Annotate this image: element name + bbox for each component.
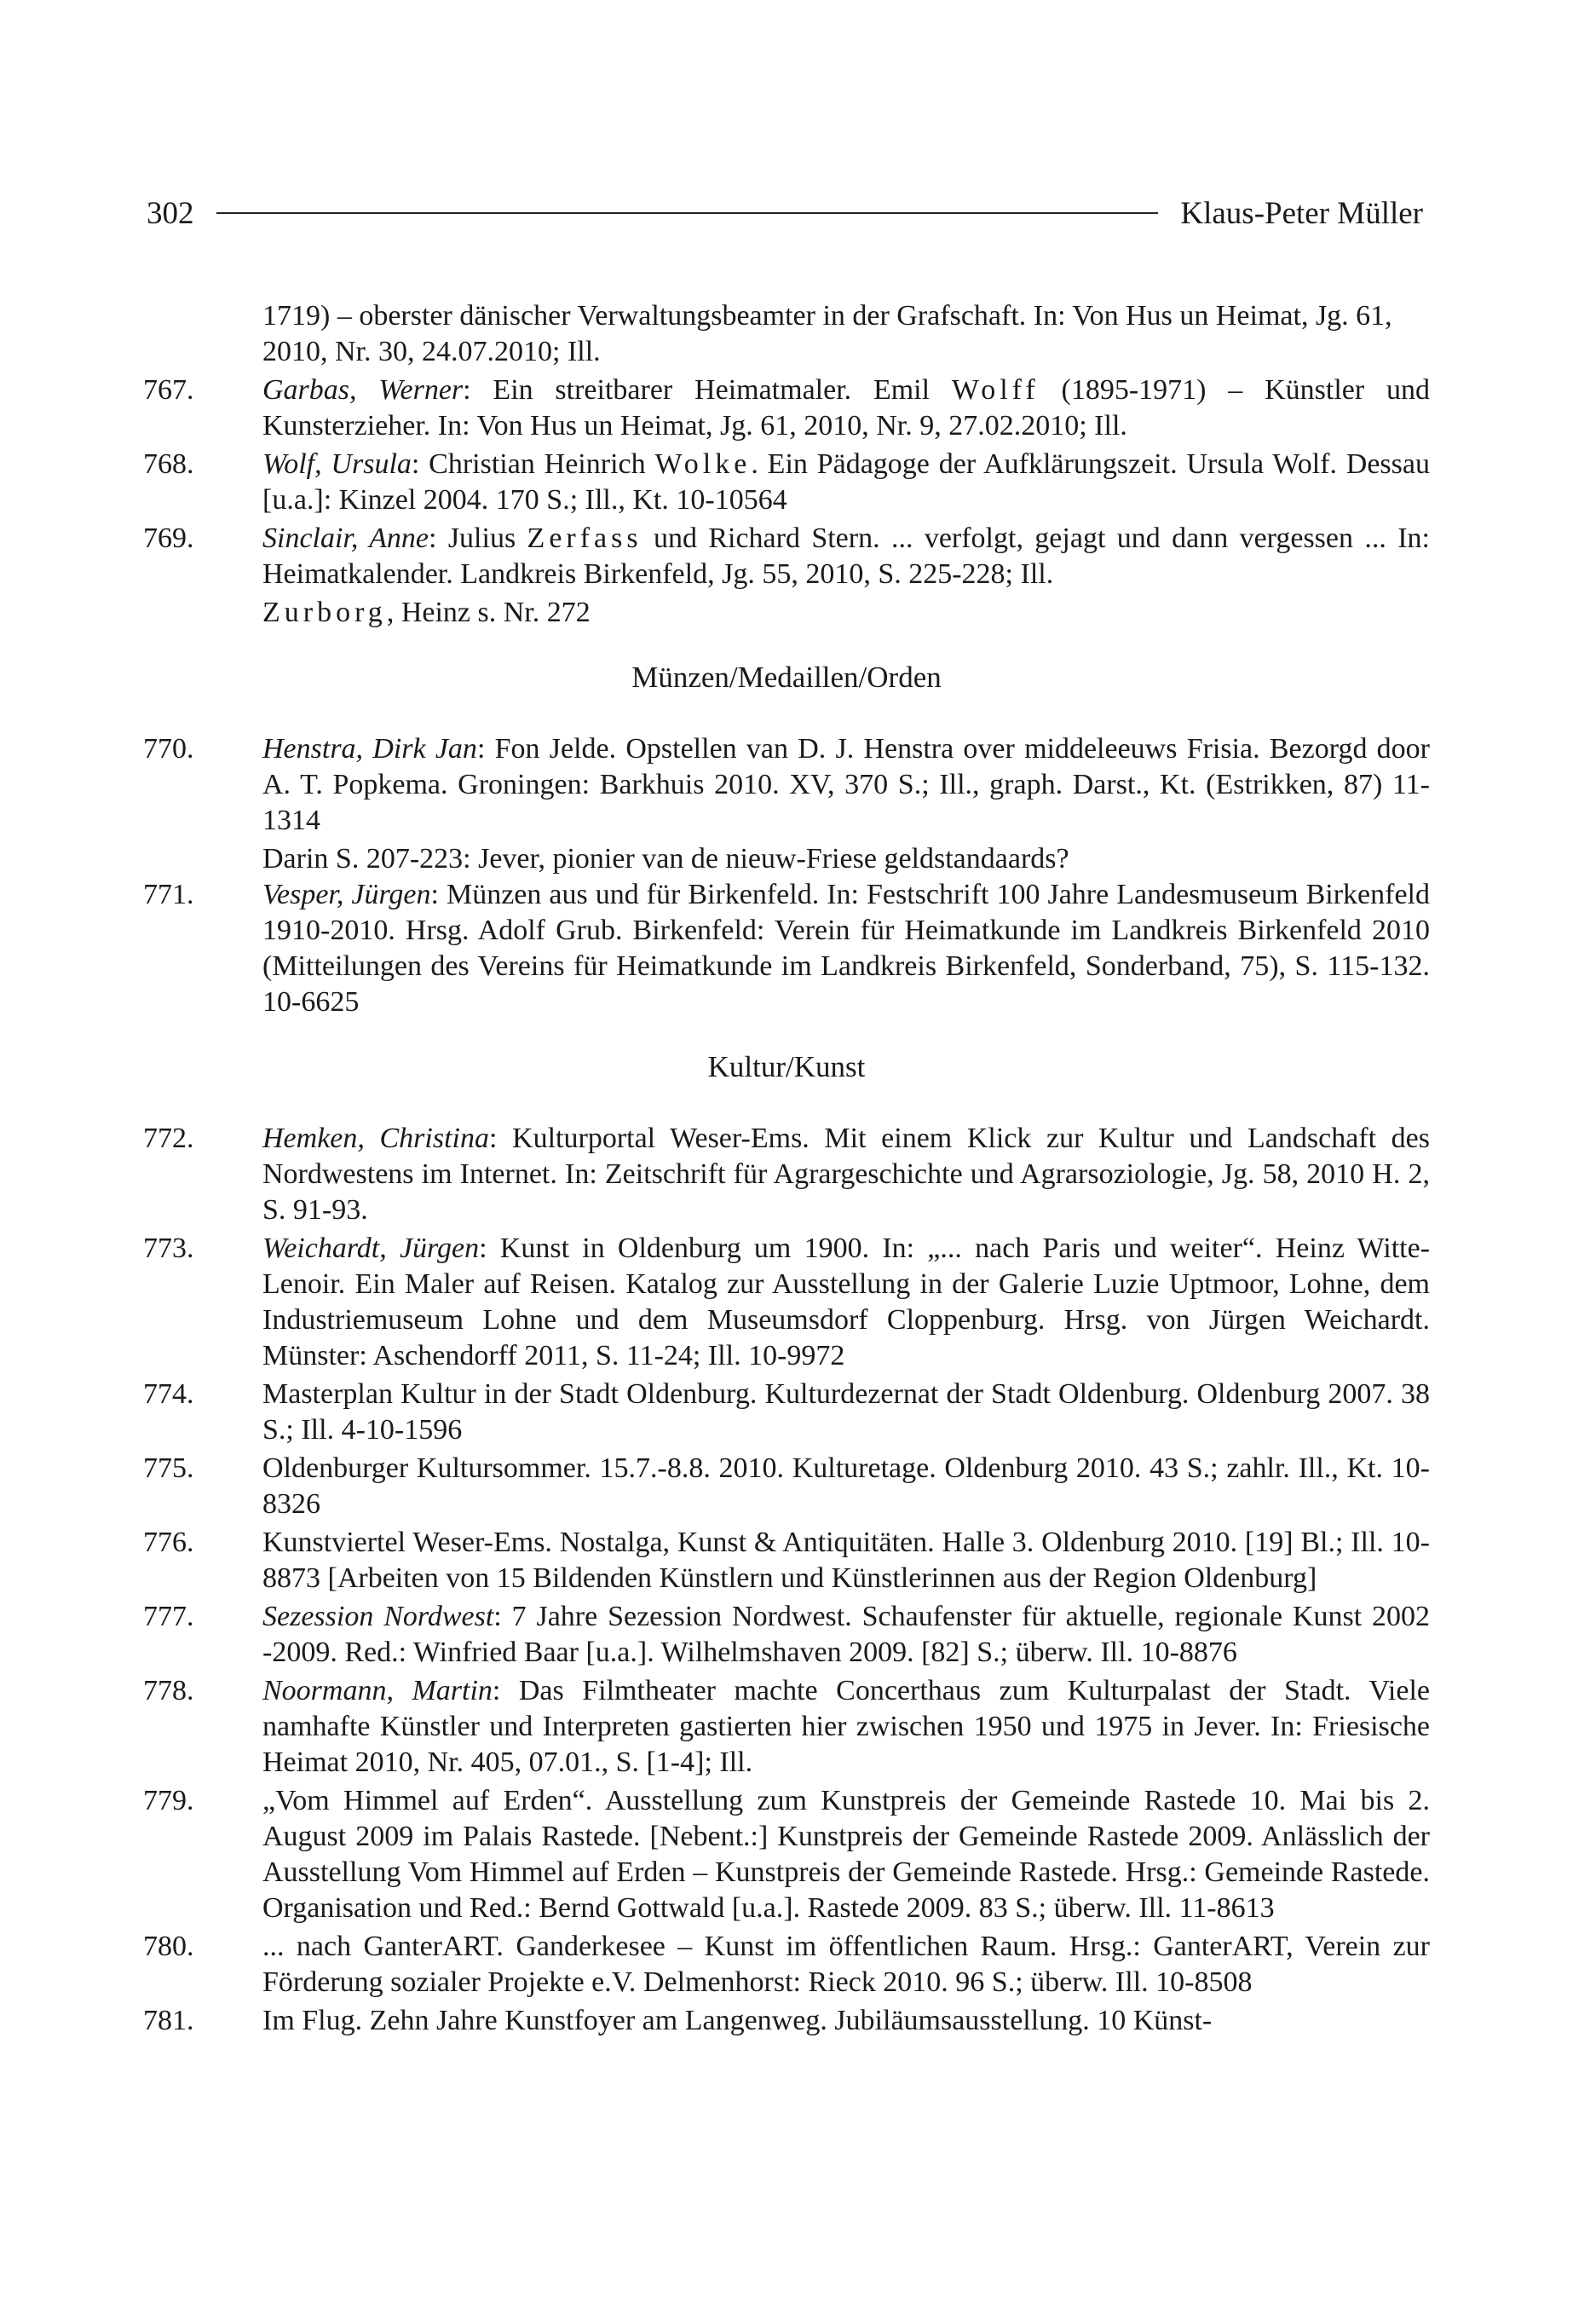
entry-text: Vesper, Jürgen: Münzen aus und für Birkenfeld. In: Festschrift 100 Jahre Landesmuseum Birkenfeld 1910-2010. Hrsg. Adolf Grub. Birkenfeld: Verein für Heimatkunde im Landkreis Birkenfeld 2010 (Mitteilungen des Vereins für Heimatkunde im Landkreis Birkenfeld, Sonderband, 75), S. 115-132. 10-6625 [262,879,1431,1018]
entry-number: 768. [143,448,194,480]
entry-author: Sinclair, Anne [262,523,429,554]
entry-author: Vesper, Jürgen [262,879,431,910]
bib-entry-781 [143,2003,1430,2039]
entry-note: Darin S. 207-223: Jever, pionier van de nieuw-Friese geldstandaards? [262,843,1069,875]
bib-entry-772 [143,1121,1430,1228]
bib-entry-773 [143,1231,1430,1374]
bib-entry-776 [143,1525,1430,1596]
entry-number: 767. [143,374,194,406]
entry-text: Wolf, Ursula: Christian Heinrich Wolke. Ein Pädagoge der Aufklärungszeit. Ursula Wolf. Dessau [u.a.]: Kinzel 2004. 170 S.; Ill., Kt. 10-10564 [262,448,1430,516]
bib-entry-774 [143,1377,1430,1448]
section-heading-kultur: Kultur/Kunst [707,1050,866,1083]
entry-number: 770. [143,733,194,765]
bib-entry-780 [143,1929,1430,2001]
entry-author: Garbas, Werner [262,374,464,406]
entry-text: ... nach GanterART. Ganderkesee – Kunst im öffentlichen Raum. Hrsg.: GanterART, Verein zur Förderung sozialer Projekte e.V. Delmenhorst: Rieck 2010. 96 S.; überw. Ill. 10-8508 [262,1931,1430,1998]
bib-entry-768 [143,447,1430,518]
entry-text: Sinclair, Anne: Julius Zerfass und Richard Stern. ... verfolgt, gejagt und dann vergessen ... In: Heimatkalender. Landkreis Birkenfeld, Jg. 55, 2010, S. 225-228; Ill. [262,523,1431,590]
bibliography-body [143,298,1430,2041]
spaced-name: Wolff [951,374,1040,406]
entry-text: Sezession Nordwest: 7 Jahre Sezession Nordwest. Schaufenster für aktuelle, regionale Kunst 2002 -2009. Red.: Winfried Baar [u.a.]. Wilhelmshaven 2009. [82] S.; überw. Ill. 10-8876 [262,1601,1431,1668]
entry-author: Sezession Nordwest [262,1601,494,1632]
cross-reference: Zurborg, Heinz s. Nr. 272 [262,597,591,628]
entry-number: 769. [143,523,194,554]
bib-entry-779 [143,1783,1430,1926]
entry-number: 773. [143,1233,194,1264]
entry-text: Masterplan Kultur in der Stadt Oldenburg. Kulturdezernat der Stadt Oldenburg. Oldenburg 2007. 38 S.; Ill. 4-10-1596 [262,1378,1430,1446]
entry-number: 778. [143,1675,194,1706]
entry-text: Garbas, Werner: Ein streitbarer Heimatmaler. Emil Wolff (1895-1971) – Künstler und Kunsterzieher. In: Von Hus un Heimat, Jg. 61, 2010, Nr. 9, 27.02.2010; Ill. [262,374,1430,442]
bib-entry-777 [143,1599,1430,1671]
entry-author: Weichardt, Jürgen [262,1233,480,1264]
spaced-name: Zerfass [527,523,642,554]
running-author: Klaus-Peter Müller [1180,195,1423,231]
entry-text: Hemken, Christina: Kulturportal Weser-Ems. Mit einem Klick zur Kultur und Landschaft des Nordwestens im Internet. In: Zeitschrift für Agrargeschichte und Agrarsoziologie, Jg. 58, 2010 H. 2, S. 91-93. [262,1123,1430,1226]
bib-entry-770 [143,731,1430,839]
entry-author: Hemken, Christina [262,1123,489,1154]
spaced-name: Wolke [654,448,752,480]
entry-number: 774. [143,1378,194,1410]
entry-number: 776. [143,1527,194,1558]
bib-entry-769 [143,521,1430,592]
entry-number: 772. [143,1123,194,1154]
entry-text: Noormann, Martin: Das Filmtheater machte Concerthaus zum Kulturpalast der Stadt. Viele namhafte Künstler und Interpreten gastierten hier zwischen 1950 und 1975 in Jever. In: Friesische Heimat 2010, Nr. 405, 07.01., S. [1-4]; Ill. [262,1675,1430,1778]
bib-entry-771 [143,877,1430,1020]
entry-number: 777. [143,1601,194,1632]
entry-text: „Vom Himmel auf Erden“. Ausstellung zum Kunstpreis der Gemeinde Rastede 10. Mai bis 2. August 2009 im Palais Rastede. [Nebent.:] Kunstpreis der Gemeinde Rastede 2009. Anlässlich der Ausstellung Vom Himmel auf Erden – Kunstpreis der Gemeinde Rastede. Hrsg.: Gemeinde Rastede. Organisation und Red.: Bernd Gottwald [u.a.]. Rastede 2009. 83 S.; überw. Ill. 11-8613 [262,1785,1430,1924]
bib-entry-775 [143,1451,1430,1522]
continued-entry: 1719) – oberster dänischer Verwaltungsbeamter in der Grafschaft. In: Von Hus un Heimat, Jg. 61, 2010, Nr. 30, 24.07.2010; Ill. [262,300,1392,367]
bib-entry-778 [143,1673,1430,1781]
entry-number: 771. [143,879,194,910]
entry-author: Noormann, Martin [262,1675,493,1706]
entry-list-kultur [143,1121,1430,2039]
entry-number: 779. [143,1785,194,1816]
running-header [147,186,1423,240]
bib-entry-767 [143,372,1430,444]
entry-number: 775. [143,1452,194,1484]
spaced-name: Zurborg [262,597,387,628]
entry-author: Wolf, Ursula [262,448,412,480]
header-rule [216,212,1159,214]
section-heading-muenzen: Münzen/Medaillen/Orden [631,661,942,694]
entry-text: Henstra, Dirk Jan: Fon Jelde. Opstellen van D. J. Henstra over middeleeuws Frisia. Bezorgd door A. T. Popkema. Groningen: Barkhuis 2010. XV, 370 S.; Ill., graph. Darst., Kt. (Estrikken, 87) 11-1314 [262,733,1431,836]
entry-number: 780. [143,1931,194,1962]
entry-number: 781. [143,2005,194,2036]
entry-text: Kunstviertel Weser-Ems. Nostalga, Kunst & Antiquitäten. Halle 3. Oldenburg 2010. [19] Bl.; Ill. 10-8873 [Arbeiten von 15 Bildenden Künstlern und Künstlerinnen aus der Region Oldenburg] [262,1527,1430,1594]
entry-author: Henstra, Dirk Jan [262,733,477,765]
page-number: 302 [147,195,194,231]
entry-text: Im Flug. Zehn Jahre Kunstfoyer am Langenweg. Jubiläumsausstellung. 10 Künst- [262,2005,1213,2036]
entry-text: Oldenburger Kultursommer. 15.7.-8.8. 2010. Kulturetage. Oldenburg 2010. 43 S.; zahlr. Ill., Kt. 10-8326 [262,1452,1430,1520]
entry-text: Weichardt, Jürgen: Kunst in Oldenburg um 1900. In: „... nach Paris und weiter“. Heinz Witte-Lenoir. Ein Maler auf Reisen. Katalog zur Ausstellung in der Galerie Luzie Uptmoor, Lohne, dem Industriemuseum Lohne und dem Museumsdorf Cloppenburg. Hrsg. von Jürgen Weichardt. Münster: Aschendorff 2011, S. 11-24; Ill. 10-9972 [262,1233,1430,1371]
